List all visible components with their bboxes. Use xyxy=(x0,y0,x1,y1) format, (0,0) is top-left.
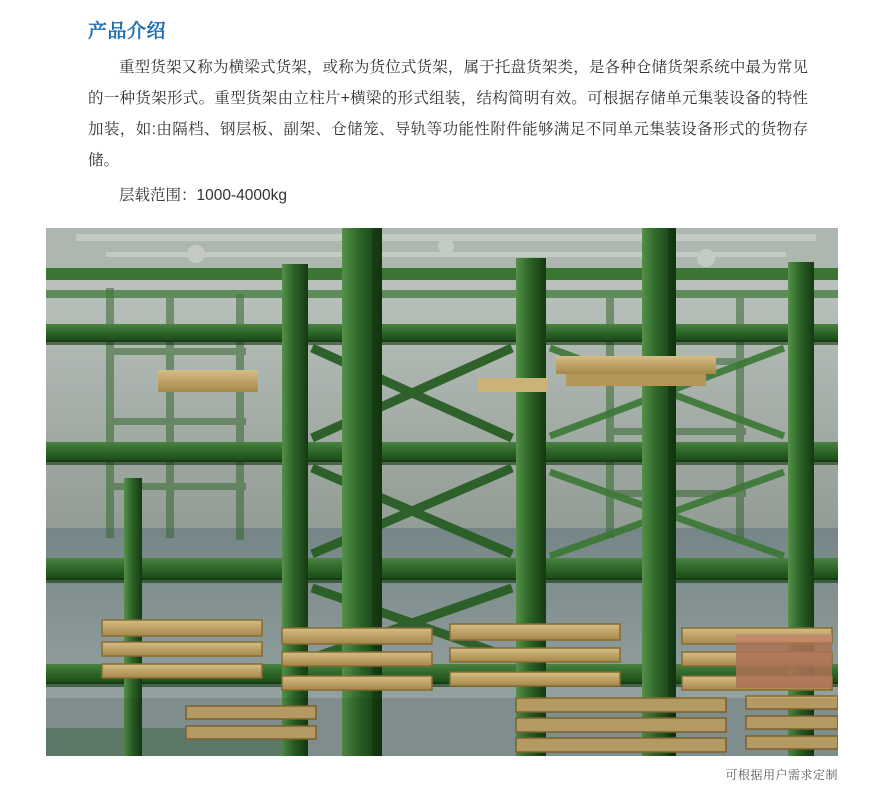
product-description-paragraph: 重型货架又称为横梁式货架，或称为货位式货架，属于托盘货架类，是各种仓储货架系统中最为常见的一种货架形式。重型货架由立柱片+横梁的形式组装，结构简明有效。可根据存储单元集装设备的特性加装，如:由隔档、钢层板、副架、仓储笼、导轨等功能性附件能够满足不同单元集装设备形式的货物存储。 xyxy=(88,59,808,169)
load-range-text: 层载范围：1000-4000kg xyxy=(119,187,287,204)
image-caption: 可根据用户需求定制 xyxy=(725,768,838,782)
product-photo xyxy=(46,228,838,756)
page-title: 产品介绍 xyxy=(88,21,167,42)
